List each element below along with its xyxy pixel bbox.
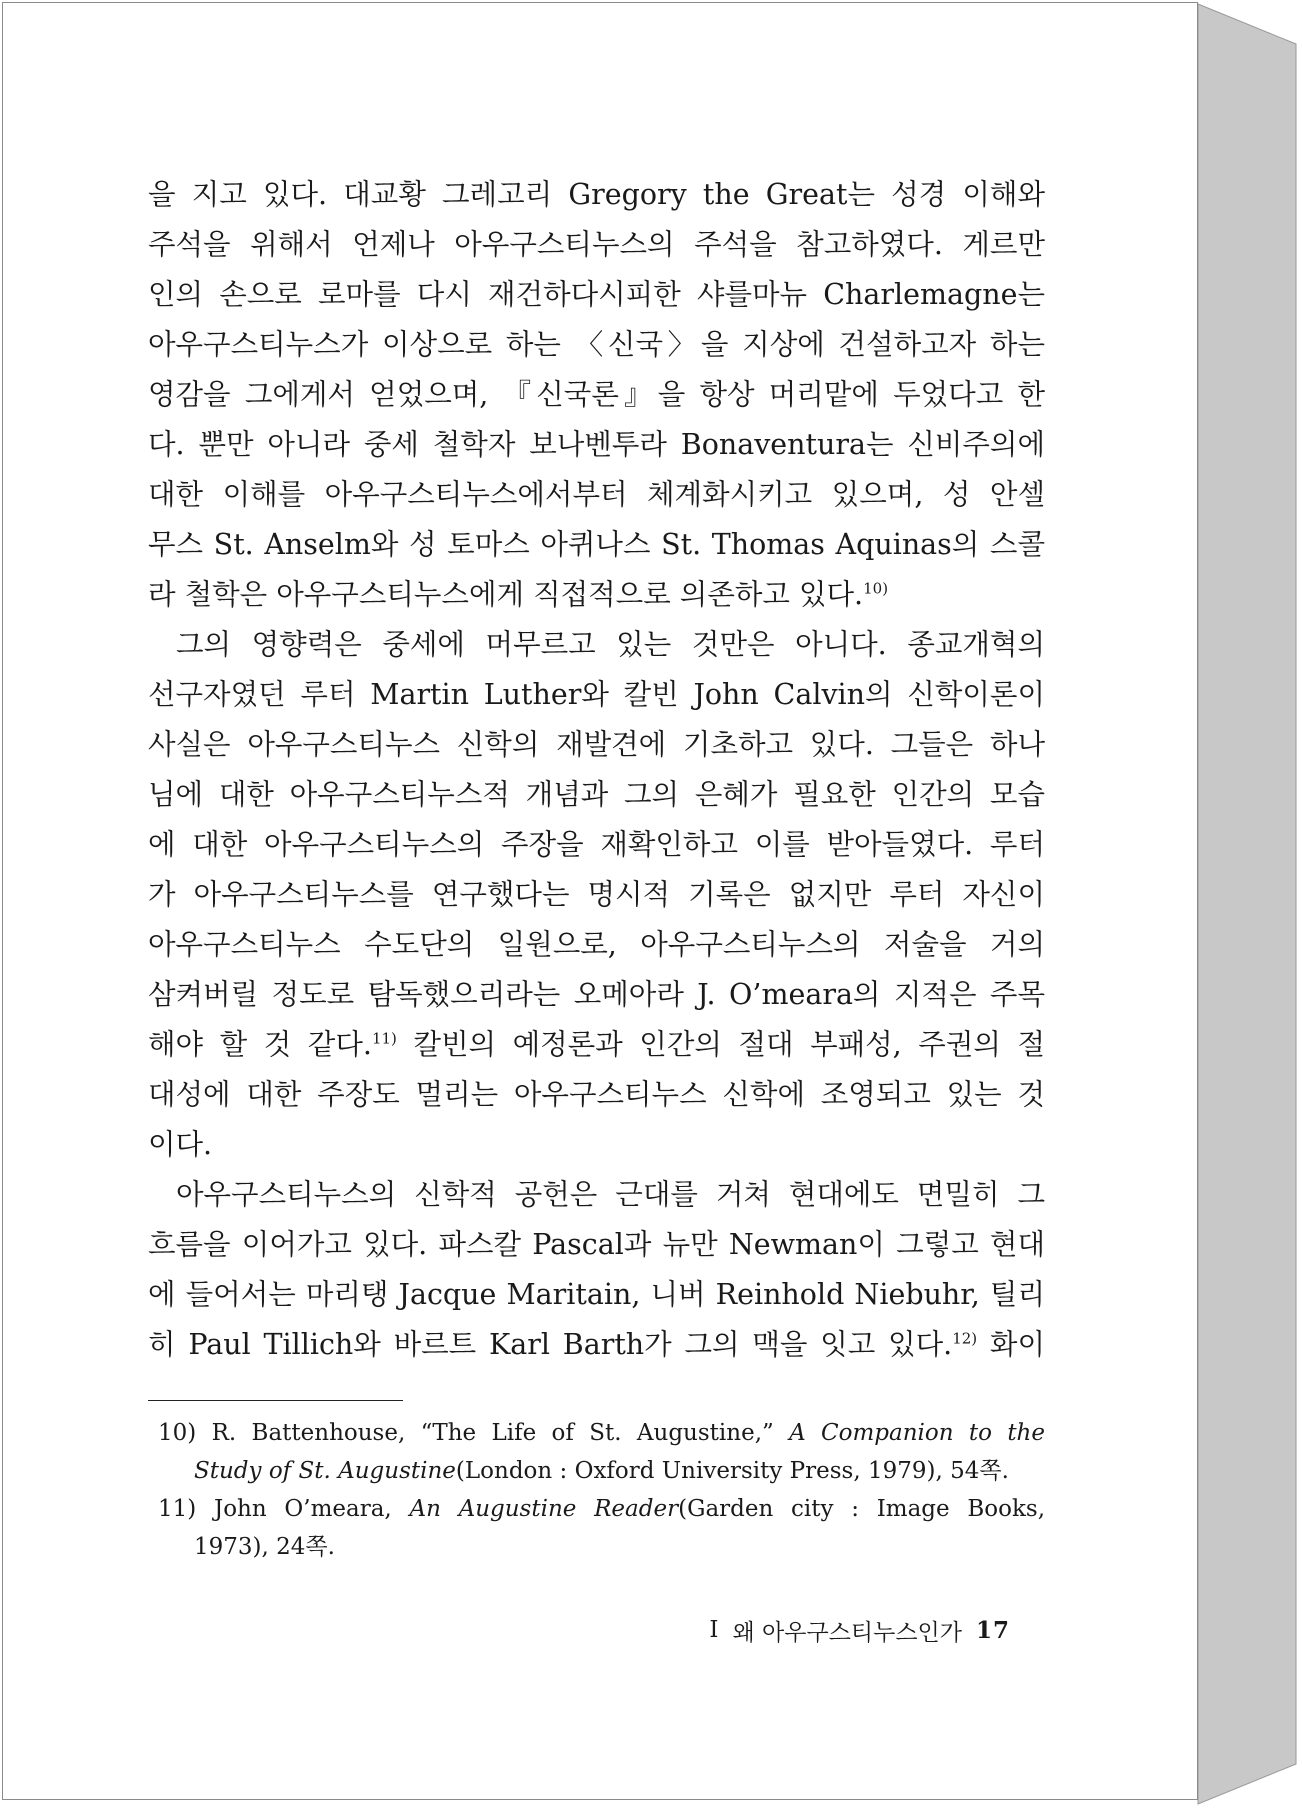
- text-run: 라 철학은 아우구스티누스에게 직접적으로 의존하고 있다.: [148, 578, 864, 611]
- text-line: 에 들어서는 마리탱 Jacque Maritain, 니버 Reinhold Niebuhr, 틸리: [148, 1278, 1045, 1311]
- footnote-title: A Companion to the: [789, 1420, 1045, 1446]
- text-line: 선구자였던 루터 Martin Luther와 칼빈 John Calvin의 신학이론이: [148, 678, 1045, 711]
- text-line: 사실은 아우구스티누스 신학의 재발견에 기초하고 있다. 그들은 하나: [148, 728, 1045, 761]
- footnote-text: R. Battenhouse, “The Life of St. Augustine,”: [211, 1420, 790, 1446]
- text-line: 주석을 위해서 언제나 아우구스티누스의 주석을 참고하였다. 게르만: [148, 228, 1045, 261]
- text-line: 님에 대한 아우구스티누스적 개념과 그의 은혜가 필요한 인간의 모습: [148, 778, 1045, 811]
- footnote-text: (Garden city : Image Books,: [678, 1496, 1046, 1522]
- text-run: 히 Paul Tillich와 바르트 Karl Barth가 그의 맥을 잇고 있다.: [148, 1328, 953, 1361]
- footnote-text: John O’meara,: [213, 1496, 410, 1522]
- running-footer: [680, 1612, 1010, 1648]
- text-line: 아우구스티누스가 이상으로 하는 〈신국〉을 지상에 건설하고자 하는: [148, 328, 1045, 361]
- chapter-number: I: [709, 1617, 719, 1643]
- footnotes: [158, 1414, 1045, 1566]
- text-line: 가 아우구스티누스를 연구했다는 명시적 기록은 없지만 루터 자신이: [148, 878, 1045, 911]
- footnote-title: Study of St. Augustine: [194, 1458, 456, 1484]
- footnote-11: [158, 1490, 1045, 1528]
- text-line: 인의 손으로 로마를 다시 재건하다시피한 샤를마뉴 Charlemagne는: [148, 278, 1045, 311]
- text-line: 아우구스티누스 수도단의 일원으로, 아우구스티누스의 저술을 거의: [148, 928, 1045, 961]
- text-run: 화이: [977, 1328, 1045, 1361]
- text-line: 무스 St. Anselm와 성 토마스 아퀴나스 St. Thomas Aquinas의 스콜: [148, 528, 1045, 561]
- footnote-number: 11): [158, 1496, 197, 1522]
- footnote-number: 10): [158, 1420, 197, 1446]
- chapter-title: 왜 아우구스티누스인가: [732, 1619, 962, 1646]
- text-run: 해야 할 것 같다.: [148, 1028, 372, 1061]
- footnote-10: [158, 1414, 1045, 1452]
- text-line: 이다.: [148, 1128, 213, 1161]
- text-line: 아우구스티누스의 신학적 공헌은 근대를 거쳐 현대에도 면밀히 그: [176, 1178, 1045, 1211]
- text-line: [148, 1320, 1045, 1370]
- text-line: 흐름을 이어가고 있다. 파스칼 Pascal과 뉴만 Newman이 그렇고 현대: [148, 1228, 1045, 1261]
- text-line: [148, 570, 1045, 620]
- text-run: 칼빈의 예정론과 인간의 절대 부패성, 주권의 절: [396, 1028, 1045, 1061]
- text-line: 대한 이해를 아우구스티누스에서부터 체계화시키고 있으며, 성 안셀: [148, 478, 1045, 511]
- text-line: 그의 영향력은 중세에 머무르고 있는 것만은 아니다. 종교개혁의: [176, 628, 1045, 661]
- text-line: 대성에 대한 주장도 멀리는 아우구스티누스 신학에 조영되고 있는 것: [148, 1078, 1045, 1111]
- text-line: 영감을 그에게서 얻었으며, 『신국론』을 항상 머리맡에 두었다고 한: [148, 378, 1045, 411]
- footnote-11-cont: 1973), 24쪽.: [194, 1534, 335, 1560]
- text-line: 다. 뿐만 아니라 중세 철학자 보나벤투라 Bonaventura는 신비주의에: [148, 428, 1045, 461]
- footnote-divider: [148, 1400, 403, 1401]
- footnote-10-cont: [158, 1452, 1045, 1490]
- text-line: [148, 1020, 1045, 1070]
- footnote-text: (London : Oxford University Press, 1979), 54쪽.: [455, 1458, 1009, 1484]
- text-line: 에 대한 아우구스티누스의 주장을 재확인하고 이를 받아들였다. 루터: [148, 828, 1045, 861]
- footnote-ref[interactable]: 11): [371, 1029, 397, 1048]
- footnote-ref[interactable]: 12): [952, 1329, 978, 1348]
- footnote-title: An Augustine Reader: [409, 1496, 679, 1522]
- text-line: 삼켜버릴 정도로 탐독했으리라는 오메아라 J. O’meara의 지적은 주목: [148, 978, 1045, 1011]
- body-text: [148, 170, 1045, 1370]
- page-number: 17: [975, 1616, 1010, 1644]
- text-line: 을 지고 있다. 대교황 그레고리 Gregory the Great는 성경 이해와: [148, 178, 1045, 211]
- footnote-ref[interactable]: 10): [863, 579, 889, 598]
